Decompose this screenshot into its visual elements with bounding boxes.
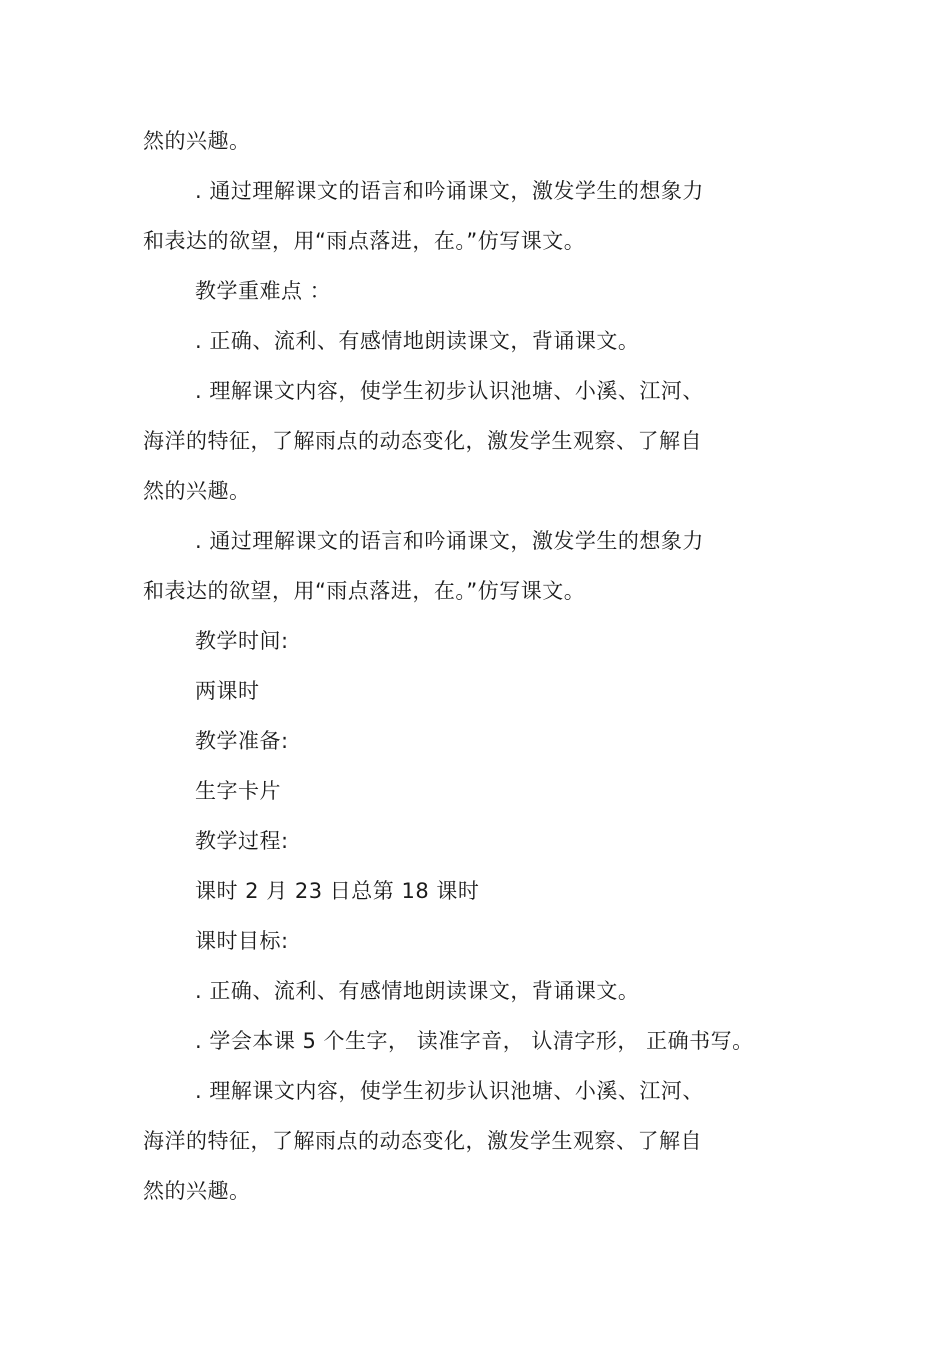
section-heading: 课时目标: — [195, 929, 289, 953]
text-line: 海洋的特征，了解雨点的动态变化，激发学生观察、了解自 — [143, 429, 702, 453]
text-line: . 学会本课 5 个生字， 读准字音， 认清字形， 正确书写。 — [195, 1029, 754, 1053]
text-line: 然的兴趣。 — [143, 479, 251, 503]
text-line: 然的兴趣。 — [143, 1179, 251, 1203]
text-line: 海洋的特征，了解雨点的动态变化，激发学生观察、了解自 — [143, 1129, 702, 1153]
text-line: . 正确、流利、有感情地朗读课文，背诵课文。 — [195, 979, 640, 1003]
text-line: . 理解课文内容，使学生初步认识池塘、小溪、江河、 — [195, 379, 704, 403]
text-line: 课时 2 月 23 日总第 18 课时 — [195, 879, 480, 903]
text-line: . 通过理解课文的语言和吟诵课文，激发学生的想象力 — [195, 179, 704, 203]
section-heading: 教学过程: — [195, 829, 289, 853]
section-heading: 教学重难点 ： — [195, 279, 332, 303]
text-line: . 正确、流利、有感情地朗读课文，背诵课文。 — [195, 329, 640, 353]
text-line: 两课时 — [195, 679, 260, 703]
text-line: 和表达的欲望，用“雨点落进，在。”仿写课文。 — [143, 579, 586, 603]
text-line: 生字卡片 — [195, 779, 281, 803]
text-line: . 通过理解课文的语言和吟诵课文，激发学生的想象力 — [195, 529, 704, 553]
text-line: . 理解课文内容，使学生初步认识池塘、小溪、江河、 — [195, 1079, 704, 1103]
section-heading: 教学时间: — [195, 629, 289, 653]
text-line: 然的兴趣。 — [143, 129, 251, 153]
text-line: 和表达的欲望，用“雨点落进，在。”仿写课文。 — [143, 229, 586, 253]
section-heading: 教学准备: — [195, 729, 289, 753]
